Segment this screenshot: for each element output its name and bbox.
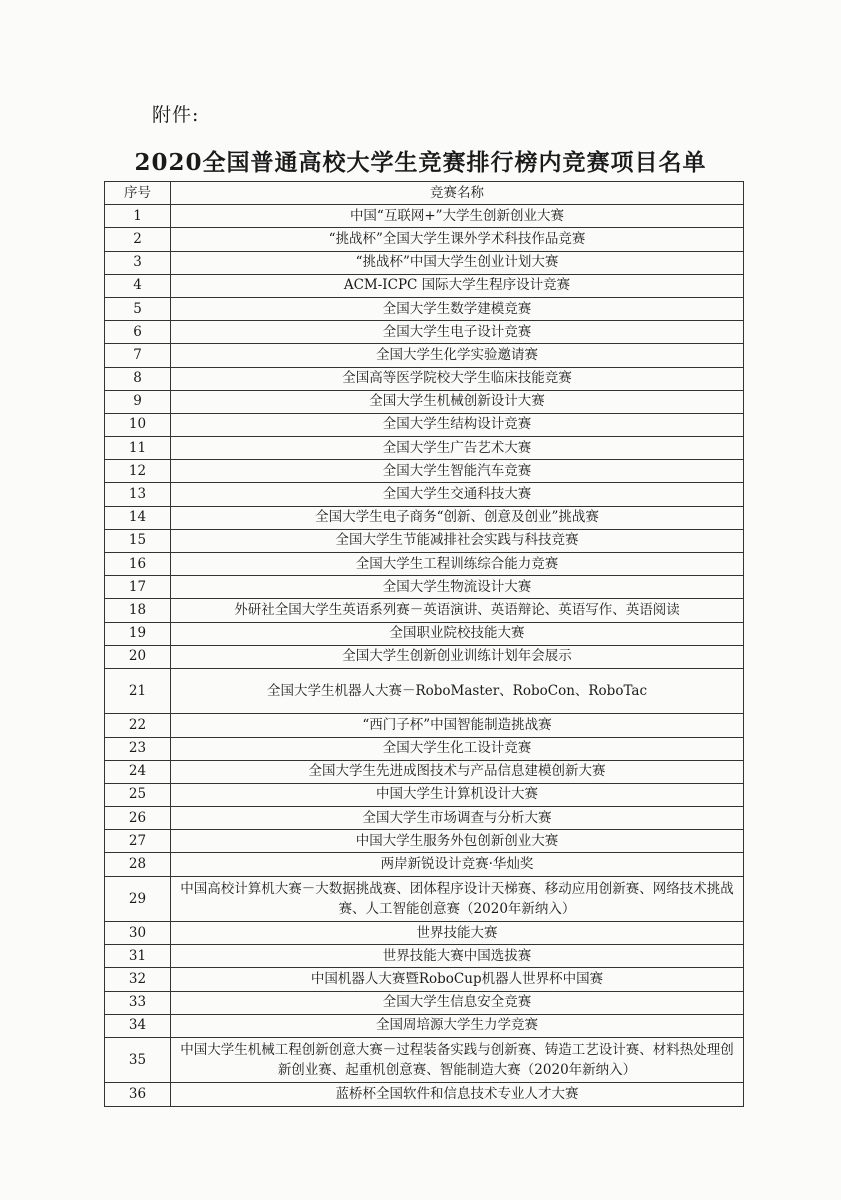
table-row: [105, 922, 744, 945]
table-body: [105, 205, 744, 1106]
row-number: 24: [105, 760, 171, 783]
row-number: 16: [105, 553, 171, 576]
column-header-number: 序号: [105, 182, 171, 205]
table-row: [105, 945, 744, 968]
table-row: [105, 668, 744, 713]
table-row: [105, 460, 744, 483]
competition-name: 全国大学生物流设计大赛: [171, 576, 744, 599]
column-header-name: 竞赛名称: [171, 182, 744, 205]
table-row: [105, 321, 744, 344]
row-number: 15: [105, 529, 171, 552]
row-number: 13: [105, 483, 171, 506]
table-row: [105, 645, 744, 668]
row-number: 27: [105, 830, 171, 853]
competition-name: 全国大学生电子设计竞赛: [171, 321, 744, 344]
competition-name: 外研社全国大学生英语系列赛－英语演讲、英语辩论、英语写作、英语阅读: [171, 599, 744, 622]
competition-name: 全国大学生化学实验邀请赛: [171, 344, 744, 367]
table-header-row: [105, 182, 744, 205]
table-row: [105, 367, 744, 390]
table-row: [105, 413, 744, 436]
table-row: [105, 968, 744, 991]
row-number: 5: [105, 297, 171, 320]
competition-name: 全国大学生信息安全竞赛: [171, 991, 744, 1014]
table-row: [105, 807, 744, 830]
table-row: [105, 553, 744, 576]
competition-name: 全国周培源大学生力学竞赛: [171, 1014, 744, 1037]
row-number: 7: [105, 344, 171, 367]
competition-name: 全国大学生智能汽车竞赛: [171, 460, 744, 483]
row-number: 20: [105, 645, 171, 668]
table-row: [105, 344, 744, 367]
competition-name: “挑战杯”全国大学生课外学术科技作品竞赛: [171, 228, 744, 251]
row-number: 19: [105, 622, 171, 645]
competition-name: 中国机器人大赛暨RoboCup机器人世界杯中国赛: [171, 968, 744, 991]
row-number: 34: [105, 1014, 171, 1037]
competition-name: 全国大学生市场调查与分析大赛: [171, 807, 744, 830]
competition-table: [104, 181, 744, 1107]
competition-name: 全国大学生节能减排社会实践与科技竞赛: [171, 529, 744, 552]
competition-name: 中国“互联网+”大学生创新创业大赛: [171, 205, 744, 228]
competition-name: 世界技能大赛中国选拔赛: [171, 945, 744, 968]
row-number: 35: [105, 1037, 171, 1082]
table-row: [105, 760, 744, 783]
table-row: [105, 529, 744, 552]
competition-name: 全国大学生电子商务“创新、创意及创业”挑战赛: [171, 506, 744, 529]
table-row: [105, 991, 744, 1014]
row-number: 11: [105, 437, 171, 460]
document-title: 2020全国普通高校大学生竞赛排行榜内竞赛项目名单: [134, 149, 707, 176]
competition-name: 中国大学生服务外包创新创业大赛: [171, 830, 744, 853]
competition-name: 全国大学生先进成图技术与产品信息建模创新大赛: [171, 760, 744, 783]
competition-name: 全国大学生机器人大赛－RoboMaster、RoboCon、RoboTac: [171, 668, 744, 713]
table-row: [105, 205, 744, 228]
competition-name: 两岸新锐设计竞赛·华灿奖: [171, 853, 744, 876]
competition-name: 中国大学生计算机设计大赛: [171, 783, 744, 806]
competition-name: 全国职业院校技能大赛: [171, 622, 744, 645]
competition-name: 全国大学生创新创业训练计划年会展示: [171, 645, 744, 668]
row-number: 3: [105, 251, 171, 274]
competition-name: 全国大学生结构设计竞赛: [171, 413, 744, 436]
table-row: [105, 714, 744, 737]
competition-name: ACM-ICPC 国际大学生程序设计竞赛: [171, 274, 744, 297]
table-row: [105, 853, 744, 876]
attachment-label: 附件:: [152, 104, 200, 126]
row-number: 1: [105, 205, 171, 228]
table-row: [105, 783, 744, 806]
competition-name: 中国高校计算机大赛－大数据挑战赛、团体程序设计天梯赛、移动应用创新赛、网络技术挑战赛、人工智能创意赛（2020年新纳入）: [171, 876, 744, 921]
row-number: 6: [105, 321, 171, 344]
row-number: 9: [105, 390, 171, 413]
table-row: [105, 830, 744, 853]
table-row: [105, 1083, 744, 1106]
table-row: [105, 876, 744, 921]
row-number: 36: [105, 1083, 171, 1106]
competition-name: 全国大学生数学建模竞赛: [171, 297, 744, 320]
row-number: 10: [105, 413, 171, 436]
competition-name: 全国高等医学院校大学生临床技能竞赛: [171, 367, 744, 390]
row-number: 4: [105, 274, 171, 297]
row-number: 31: [105, 945, 171, 968]
table-row: [105, 1014, 744, 1037]
row-number: 29: [105, 876, 171, 921]
row-number: 18: [105, 599, 171, 622]
row-number: 8: [105, 367, 171, 390]
table-row: [105, 737, 744, 760]
table-row: [105, 437, 744, 460]
row-number: 28: [105, 853, 171, 876]
row-number: 12: [105, 460, 171, 483]
table-row: [105, 599, 744, 622]
row-number: 22: [105, 714, 171, 737]
table-row: [105, 251, 744, 274]
competition-name: “西门子杯”中国智能制造挑战赛: [171, 714, 744, 737]
table-row: [105, 622, 744, 645]
competition-name: 全国大学生机械创新设计大赛: [171, 390, 744, 413]
row-number: 30: [105, 922, 171, 945]
table-row: [105, 390, 744, 413]
row-number: 17: [105, 576, 171, 599]
competition-name: “挑战杯”中国大学生创业计划大赛: [171, 251, 744, 274]
row-number: 14: [105, 506, 171, 529]
competition-name: 蓝桥杯全国软件和信息技术专业人才大赛: [171, 1083, 744, 1106]
row-number: 25: [105, 783, 171, 806]
competition-name: 全国大学生交通科技大赛: [171, 483, 744, 506]
row-number: 23: [105, 737, 171, 760]
competition-name: 全国大学生工程训练综合能力竞赛: [171, 553, 744, 576]
row-number: 2: [105, 228, 171, 251]
table-row: [105, 274, 744, 297]
table-row: [105, 506, 744, 529]
table-row: [105, 297, 744, 320]
table-row: [105, 228, 744, 251]
competition-name: 中国大学生机械工程创新创意大赛－过程装备实践与创新赛、铸造工艺设计赛、材料热处理创新创业赛、起重机创意赛、智能制造大赛（2020年新纳入）: [171, 1037, 744, 1082]
competition-name: 世界技能大赛: [171, 922, 744, 945]
table-row: [105, 576, 744, 599]
competition-name: 全国大学生化工设计竞赛: [171, 737, 744, 760]
row-number: 26: [105, 807, 171, 830]
table-row: [105, 1037, 744, 1082]
row-number: 21: [105, 668, 171, 713]
table-row: [105, 483, 744, 506]
competition-name: 全国大学生广告艺术大赛: [171, 437, 744, 460]
row-number: 32: [105, 968, 171, 991]
row-number: 33: [105, 991, 171, 1014]
